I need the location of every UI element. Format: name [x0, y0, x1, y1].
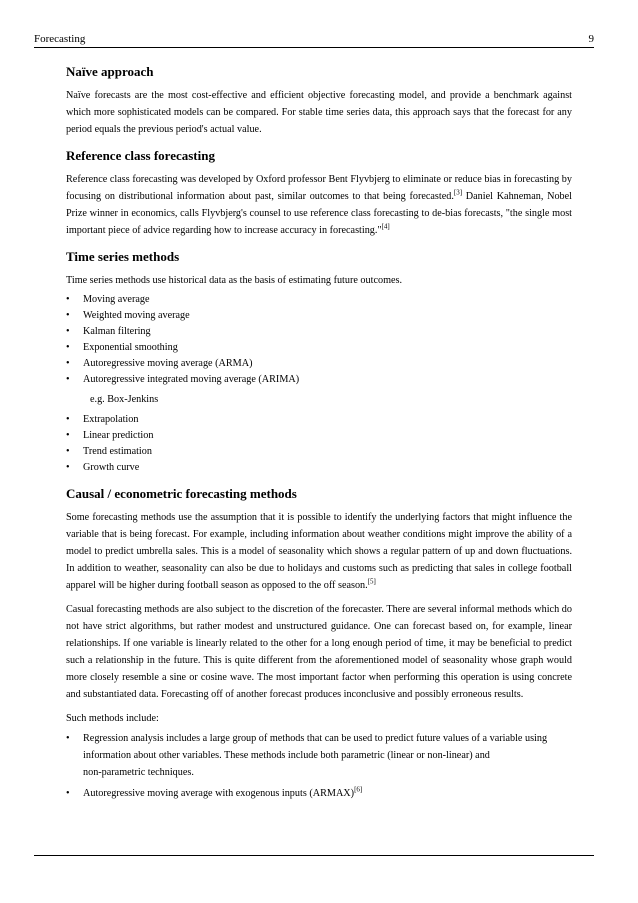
bullet-icon: • [66, 342, 70, 353]
bullet-icon: • [66, 294, 70, 305]
list-item: • Moving average [66, 292, 572, 308]
list-item: • Weighted moving average [66, 308, 572, 324]
bullet-icon: • [66, 310, 70, 321]
list-item: • Autoregressive moving average (ARMA) [66, 356, 572, 372]
section-causal [66, 486, 572, 802]
list-item: • Extrapolation [66, 412, 572, 428]
header-rule [34, 47, 594, 48]
paragraph-text: Reference class forecasting was developed by Oxford professor Bent Flyvbjerg to eliminate or reduce bias in forecasting by focusing on distributional information about past, similar outcomes to that being forecasted. [66, 174, 572, 202]
page-header [34, 32, 594, 48]
bullet-list [66, 412, 572, 476]
section-heading: Reference class forecasting [66, 148, 215, 163]
bullet-icon: • [66, 414, 70, 425]
section-naive-approach [66, 64, 572, 138]
bullet-icon: • [66, 788, 70, 799]
bullet-list [66, 292, 572, 388]
list-item: • Regression analysis includes a large group of methods that can be used to predict future values of a variable using information about other variables. These methods include both parametric (linear or non-linear) and non-parametric techniques. [66, 730, 572, 781]
paragraph-text: Some forecasting methods use the assumption that it is possible to identify the underlying factors that might influence the variable that is being forecast. For example, including information about weather conditions might improve the ability of a model to predict umbrella sales. This is a model of seasonality which shows a regular pattern of up and down fluctuations. In addition to weather, seasonality can also be due to holidays and customs such as predicting that sales in college football apparel will be higher during football season as opposed to the off season. [66, 512, 572, 591]
bullet-icon: • [66, 430, 70, 441]
paragraph: Naïve forecasts are the most cost-effective and efficient objective forecasting model, and provide a benchmark against which more sophisticated models can be compared. For stable time series data, this approach says that the forecast for any period equals the previous period's actual value. [66, 90, 572, 135]
section-heading: Naïve approach [66, 64, 154, 79]
paragraph [66, 509, 572, 594]
bullet-icon: • [66, 733, 70, 744]
list-item: • Exponential smoothing [66, 340, 572, 356]
paragraph: Such methods include: [66, 713, 159, 724]
section-reference-class [66, 148, 572, 239]
citation-link[interactable]: [6] [354, 785, 363, 794]
list-item: • Trend estimation [66, 444, 572, 460]
list-item: • Autoregressive integrated moving average (ARIMA) [66, 372, 572, 388]
bullet-icon: • [66, 446, 70, 457]
citation-link[interactable]: [4] [381, 222, 390, 231]
bullet-icon: • [66, 374, 70, 385]
paragraph: Casual forecasting methods are also subject to the discretion of the forecaster. There are several informal methods which do not have strict algorithms, but rather modest and unstructured guidance. One can forecast based on, for example, linear relationships. If one variable is linearly related to the other for a long enough period of time, it may be beneficial to predict such a relationship in the future. This is quite different from the aforementioned model of seasonality whose graph would more closely resemble a sine or cosine wave. The most important factor when performing this operation is using concrete and substantiated data. Forecasting off of another forecast produces inconclusive and possibly erroneous results. [66, 604, 572, 700]
list-item: • Growth curve [66, 460, 572, 476]
paragraph: Time series methods use historical data as the basis of estimating future outcomes. [66, 275, 403, 286]
citation-link[interactable]: [3] [453, 188, 463, 197]
citation-link[interactable]: [5] [367, 577, 376, 586]
list-item: • Linear prediction [66, 428, 572, 444]
bullet-icon: • [66, 358, 70, 369]
bullet-icon: • [66, 326, 70, 337]
paragraph [66, 171, 572, 239]
section-heading: Time series methods [66, 249, 180, 264]
list-item: • Autoregressive moving average with exogenous inputs (ARMAX)[6] [66, 785, 572, 802]
paragraph-text: Daniel Kahneman, Nobel Prize winner in economics, calls Flyvbjerg's counsel to use reference class forecasting to de-bias forecasts, "the single most important piece of advice regarding how to increase accuracy in forecasting." [66, 191, 572, 236]
bullet-icon: • [66, 462, 70, 473]
list-item: • Kalman filtering [66, 324, 572, 340]
indented-note: e.g. Box-Jenkins [90, 394, 159, 405]
footer-rule [34, 855, 594, 856]
page-number: 9 [588, 33, 594, 45]
bullet-list [66, 730, 572, 802]
section-heading: Causal / econometric forecasting methods [66, 486, 297, 501]
page-content [66, 64, 572, 812]
section-time-series [66, 249, 572, 476]
running-title: Forecasting [34, 33, 86, 45]
